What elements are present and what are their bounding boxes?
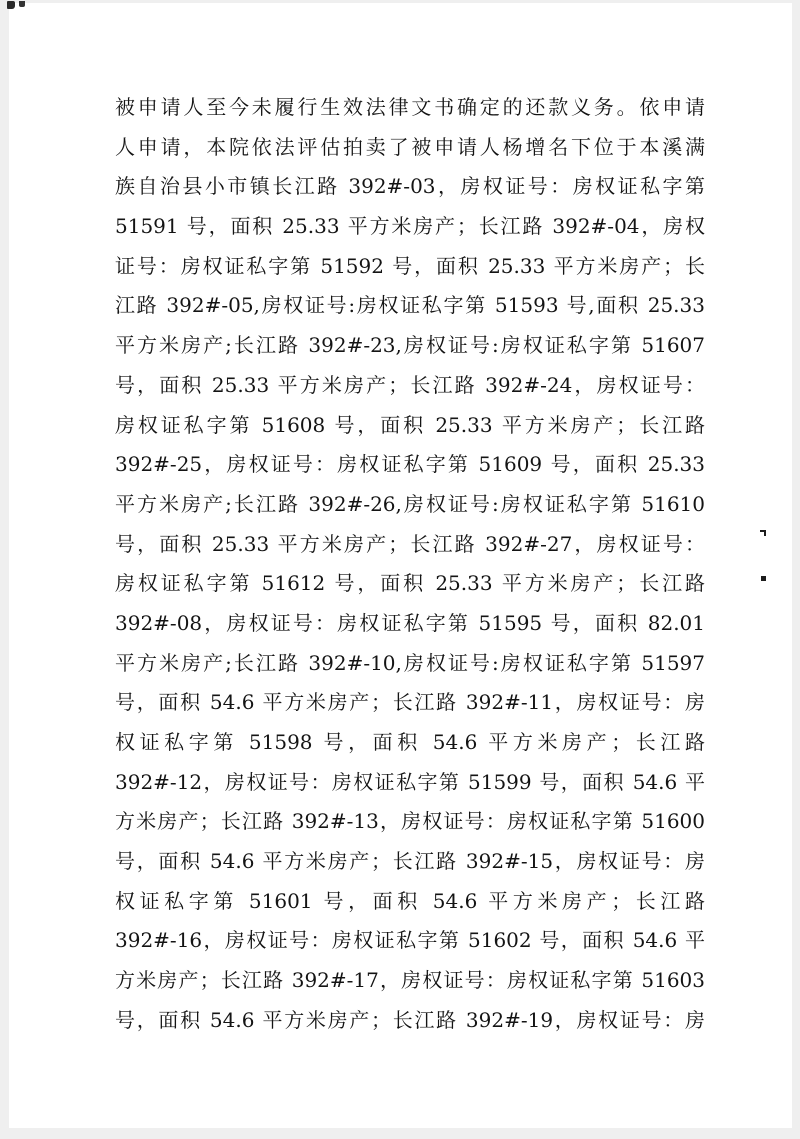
text-line: 方米房产；长江路 392#-17，房权证号：房权证私字第 51603: [115, 968, 705, 993]
scan-mark-right-dot: [761, 576, 766, 581]
text-line: 族自治县小市镇长江路 392#-03，房权证号：房权证私字第: [115, 174, 705, 199]
text-line: 证号：房权证私字第 51592 号，面积 25.33 平方米房产；长: [115, 253, 705, 278]
text-line: 权证私字第 51601 号，面积 54.6 平方米房产；长江路: [115, 888, 705, 913]
scan-speck-top-left-2: [19, 1, 25, 7]
text-line: 号，面积 54.6 平方米房产；长江路 392#-15，房权证号：房: [115, 849, 705, 874]
text-line: 号，面积 25.33 平方米房产；长江路 392#-24，房权证号：: [115, 372, 705, 397]
document-page: [9, 3, 792, 1128]
text-line: 平方米房产;长江路 392#-26,房权证号:房权证私字第 51610: [115, 491, 705, 516]
text-line: 江路 392#-05,房权证号:房权证私字第 51593 号,面积 25.33: [115, 293, 705, 318]
text-line: 平方米房产;长江路 392#-10,房权证号:房权证私字第 51597: [115, 650, 705, 675]
text-line: 人申请，本院依法评估拍卖了被申请人杨增名下位于本溪满: [115, 134, 705, 159]
text-line: 方米房产；长江路 392#-13，房权证号：房权证私字第 51600: [115, 809, 705, 834]
text-line: 房权证私字第 51612 号，面积 25.33 平方米房产；长江路: [115, 571, 705, 596]
scan-mark-right-corner: [760, 530, 766, 536]
text-line: 51591 号，面积 25.33 平方米房产；长江路 392#-04，房权: [115, 214, 705, 239]
text-line: 房权证私字第 51608 号，面积 25.33 平方米房产；长江路: [115, 412, 705, 437]
text-line: 392#-25，房权证号：房权证私字第 51609 号，面积 25.33: [115, 452, 705, 477]
document-text-block: [115, 88, 705, 1041]
text-line: 392#-08，房权证号：房权证私字第 51595 号，面积 82.01: [115, 610, 705, 635]
text-line: 权证私字第 51598 号，面积 54.6 平方米房产；长江路: [115, 730, 705, 754]
text-line: 号，面积 54.6 平方米房产；长江路 392#-19，房权证号：房: [115, 1007, 705, 1032]
text-line: 392#-16，房权证号：房权证私字第 51602 号，面积 54.6 平: [115, 928, 705, 953]
text-line: 号，面积 25.33 平方米房产；长江路 392#-27，房权证号：: [115, 531, 705, 556]
text-line: 平方米房产;长江路 392#-23,房权证号:房权证私字第 51607: [115, 333, 705, 358]
text-line: 被申请人至今未履行生效法律文书确定的还款义务。依申请: [115, 95, 705, 119]
scan-speck-top-left-1: [7, 1, 15, 9]
text-line: 392#-12，房权证号：房权证私字第 51599 号，面积 54.6 平: [115, 769, 705, 794]
text-line: 号，面积 54.6 平方米房产；长江路 392#-11，房权证号：房: [115, 690, 705, 715]
